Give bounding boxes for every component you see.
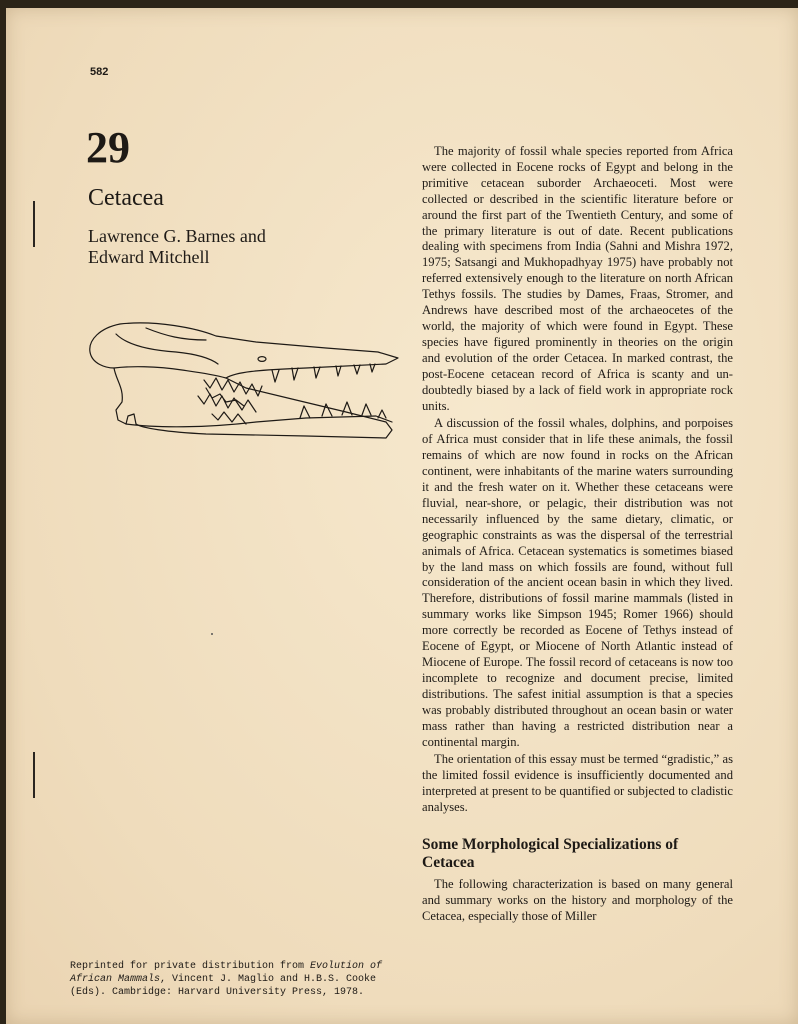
body-text-column — [422, 144, 733, 925]
footnote-suffix: , Vincent J. Maglio and H.B.S. Cooke (Eds). Cambridge: Harvard University Press, 1978. — [70, 974, 377, 998]
section-paragraph: The following characterization is based on many general and summary works on the history and morphology of the Cetacea, especially those of Miller — [422, 877, 733, 923]
author-line-1: Lawrence G. Barnes and — [88, 226, 266, 246]
nostril — [258, 357, 266, 362]
chapter-authors — [88, 226, 266, 268]
page-number: 582 — [90, 66, 109, 78]
reprint-footnote — [70, 960, 400, 999]
author-line-2: Edward Mitchell — [88, 247, 210, 267]
book-page — [6, 8, 798, 1024]
speck — [211, 633, 213, 635]
chapter-number: 29 — [86, 123, 130, 172]
whale-skull-illustration — [86, 318, 406, 458]
skull-contour — [116, 334, 218, 364]
lower-jaw — [126, 416, 392, 427]
chapter-title: Cetacea — [88, 185, 164, 211]
margin-mark-top — [33, 201, 35, 247]
body-paragraph-3: The orientation of this essay must be termed “gradistic,” as the limited fossil evidence is insufficiently documented and interpreted at present to be quantified or subjected to cladistic analyses. — [422, 752, 733, 815]
zygomatic-arch — [114, 367, 226, 378]
body-paragraph-1: The majority of fossil whale species reported from Africa were collected in Eocene rocks of Egypt and belong in the primitive cetacean suborder Archaeoceti. Most were collected or described in the scientific literature before or around the first part of the Twentieth Century, and some of the primary literature is out of date. Recent publications dealing with specimens from India (Sahni and Mishra 1972, 1975; Satsangi and Mukhopadhyay 1975) have probably not referred extensively enough to the literature on north African Tethys fossils. The studies by Dames, Fraas, Stromer, and Andrews have described most of the archaeocetes of the world, the majority of which were found in Egypt. These species have figured prominently in theories on the origin and evolution of the order Cetacea. In marked contrast, the post-Eocene cetacean record of Africa is scanty and undoubtedly biased by a lack of field work in appropriate rock units. — [422, 144, 733, 413]
molar-cluster — [198, 378, 262, 424]
footnote-prefix: Reprinted for private distribution from — [70, 961, 311, 972]
footnote-book-title: Evolution of African Mammals — [70, 961, 383, 985]
section-heading: Some Morphological Specializations of Cetacea — [422, 836, 679, 872]
body-paragraph-2: A discussion of the fossil whales, dolphins, and porpoises of Africa must consider that in life these animals, the fossil remains of which are now found in rocks on the African continent, were inhabitants of the marine waters surrounding it and the fresh water on it. Whether these cetaceans were fluvial, near-shore, or pelagic, their distribution was not necessarily influenced by the same dietary, climatic, or geographic constraints as was the dispersal of the terrestrial animals of Africa. Cetacean systematics is sometimes biased by the land mass on which fossils are found, without full consideration of the ancient ocean basin in which they lived. Therefore, distributions of fossil marine mammals (listed in summary works like Simpson 1945; Romer 1966) should more correctly be recorded as Eocene of Tethys instead of Eocene of Egypt, or Miocene of North Atlantic instead of Miocene of Europe. The fossil record of cetaceans is now too incomplete to recognize and document precise, limited distributions. The safest initial assumption is that a species was probably distributed throughout an ocean basin or water mass rather than having a restricted distribution near a continental margin. — [422, 416, 733, 749]
margin-mark-bottom — [33, 752, 35, 798]
